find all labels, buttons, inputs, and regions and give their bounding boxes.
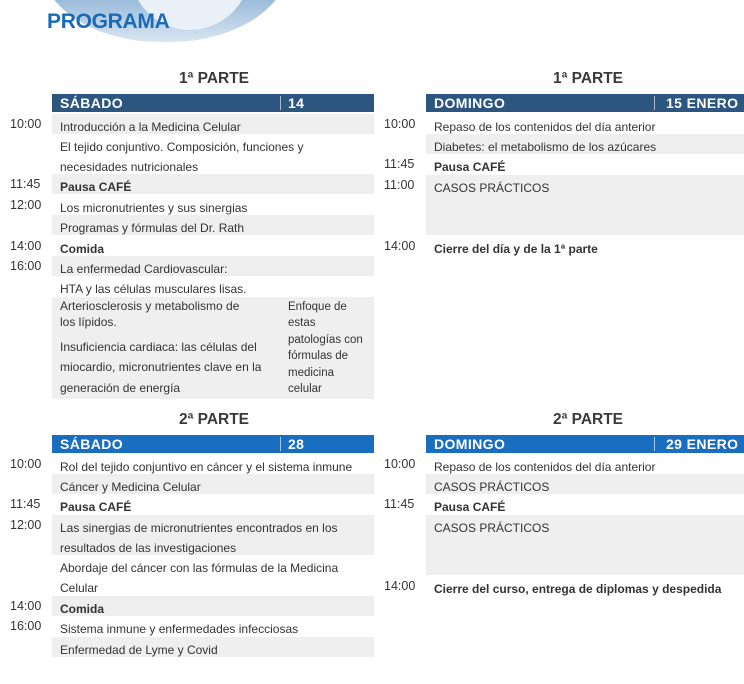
date-label: 15 ENERO [666,95,739,111]
schedule-row [10,215,374,235]
row-text: Enfermedad de Lyme y Covid [52,637,374,657]
row-time: 11:00 [384,178,415,192]
schedule-row [384,154,744,174]
date-label: 14 [288,95,305,111]
day-bar [52,435,374,453]
day-bar [426,435,744,453]
row-text: Sistema inmune y enfermedades infecciosas [60,622,299,636]
row-text: Pausa CAFÉ [434,500,506,514]
schedule-row [384,454,744,474]
schedule-row [10,474,374,494]
row-time: 11:45 [10,177,41,191]
schedule-row [10,236,374,256]
day-label: DOMINGO [434,95,506,111]
row-time: 11:45 [10,497,41,511]
row-time: 12:00 [10,518,42,532]
schedule-row [10,555,374,595]
schedule-row [10,276,374,296]
row-time: 14:00 [384,579,416,593]
date-label: 28 [288,436,305,452]
row-text: Pausa CAFÉ [52,174,374,194]
row-text: CASOS PRÁCTICOS [426,474,744,494]
schedule-row [10,637,374,657]
row-text: Cierre del día y de la 1ª parte [434,242,598,256]
schedule-row [10,596,374,616]
section-title: 1ª PARTE [552,70,624,87]
schedule-row [10,454,374,474]
schedule-row [10,114,374,134]
schedule-row [384,494,744,514]
schedule-row [384,175,744,235]
section-title: 2ª PARTE [552,411,624,428]
row-text: Introducción a la Medicina Celular [52,114,374,134]
row-time: 14:00 [10,599,42,613]
schedule-row [384,114,744,134]
row-text-block [52,297,374,399]
row-text: HTA y las células musculares lisas. [60,282,247,296]
schedule-row [384,474,744,494]
day-label: SÁBADO [60,436,124,452]
row-time: 10:00 [384,457,416,471]
row-text: Repaso de los contenidos del día anterior [434,460,656,474]
schedule-row [10,134,374,174]
row-text: Diabetes: el metabolismo de los azúcares [426,134,744,154]
row-time: 16:00 [10,619,42,633]
row-text: La enfermedad Cardiovascular: [52,256,374,276]
row-time: 10:00 [10,457,42,471]
row-time: 14:00 [10,239,42,253]
row-text: Abordaje del cáncer con las fórmulas de la Medicina Celular [60,561,339,596]
day-bar [52,94,374,112]
row-time: 12:00 [10,198,42,212]
row-time: 14:00 [384,239,416,253]
row-text: Los micronutrientes y sus sinergias [60,201,248,215]
row-text: CASOS PRÁCTICOS [426,515,744,575]
day-label: DOMINGO [434,436,506,452]
row-time: 16:00 [10,259,42,273]
row-text: Comida [60,242,105,256]
schedule-row [10,494,374,514]
row-time: 10:00 [384,117,416,131]
page-title: PROGRAMA [47,10,170,33]
schedule-row [10,616,374,636]
day-label: SÁBADO [60,95,124,111]
date-label: 29 ENERO [666,436,739,452]
schedule-row [384,134,744,154]
schedule-row [10,195,374,215]
row-time: 10:00 [10,117,42,131]
schedule-row [384,515,744,575]
row-time: 11:45 [384,157,415,171]
section-title: 1ª PARTE [178,70,250,87]
schedule-row [10,515,374,555]
row-text: CASOS PRÁCTICOS [426,175,744,235]
schedule-row [10,256,374,276]
row-text: Cáncer y Medicina Celular [52,474,374,494]
row-text: Repaso de los contenidos del día anterior [434,120,656,134]
row-text: Comida [52,596,374,616]
row-text: Insuficiencia cardiaca: las células del miocardio, micronutrientes clave en la generación de energía [60,340,262,395]
row-text: Pausa CAFÉ [434,160,506,174]
row-text: Las sinergias de micronutrientes encontrados en los resultados de las investigaciones [52,515,374,555]
schedule-row [10,174,374,194]
section-title: 2ª PARTE [178,411,250,428]
day-bar [426,94,744,112]
row-text: Cierre del curso, entrega de diplomas y despedida [434,582,722,596]
row-text: El tejido conjuntivo. Composición, funciones y necesidades nutricionales [60,140,304,175]
row-text: Arteriosclerosis y metabolismo de los lípidos. [60,299,240,330]
schedule-row [384,576,744,596]
side-note: Enfoque de estas patologías con fórmulas de medicina celular [288,301,363,396]
row-text: Programas y fórmulas del Dr. Rath [52,215,374,235]
schedule-row [384,236,744,256]
schedule-row [10,297,374,399]
row-time: 11:45 [384,497,415,511]
row-text: Pausa CAFÉ [60,500,132,514]
row-text: Rol del tejido conjuntivo en cáncer y el sistema inmune [60,460,353,474]
